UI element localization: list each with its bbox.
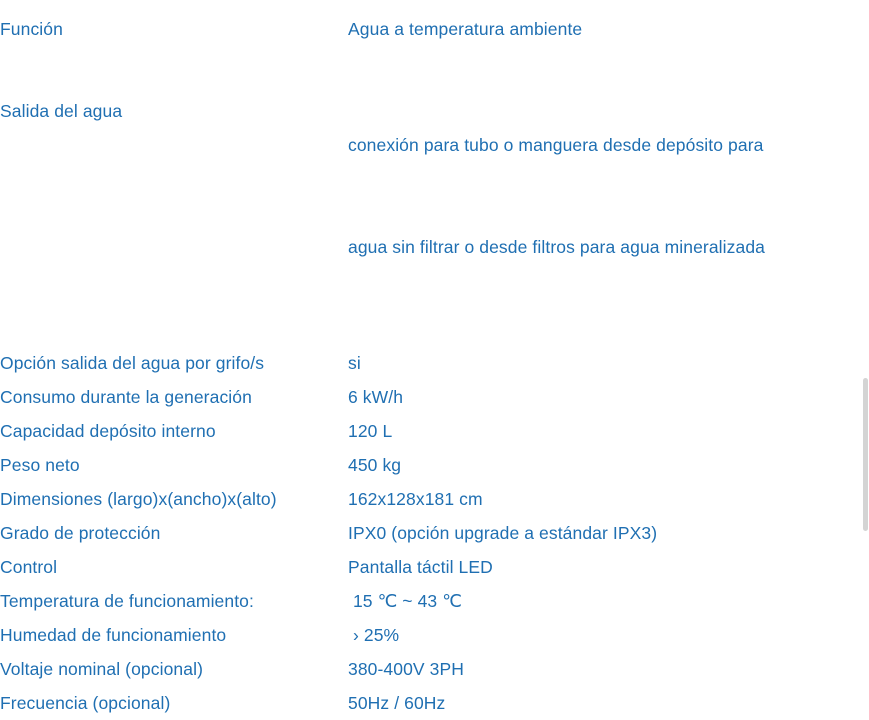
spacer-cell-left (0, 46, 348, 60)
spec-label: Opción salida del agua por grifo/s (0, 353, 265, 373)
spec-value: 6 kW/h (348, 387, 404, 407)
spec-label: Salida del agua (0, 101, 123, 121)
table-row (0, 686, 869, 720)
spec-value-cell (348, 584, 869, 618)
spec-label-cell (0, 652, 348, 686)
spacer-cell-right (348, 332, 869, 346)
spec-label-cell (0, 686, 348, 720)
spec-value-cell (348, 414, 869, 448)
spec-value-cell (348, 60, 869, 332)
spec-label-cell (0, 346, 348, 380)
spec-label: Función (0, 19, 63, 39)
spec-value: › 25% (348, 625, 400, 645)
spec-value (348, 60, 869, 332)
spec-value: Pantalla táctil LED (348, 557, 493, 577)
spec-value: IPX0 (opción upgrade a estándar IPX3) (348, 523, 658, 543)
spec-value: Agua a temperatura ambiente (348, 19, 583, 39)
spec-label-cell (0, 516, 348, 550)
spec-label: Dimensiones (largo)x(ancho)x(alto) (0, 489, 277, 509)
spec-label: Control (0, 557, 58, 577)
spec-label: Grado de protección (0, 523, 161, 543)
table-row (0, 652, 869, 686)
spec-value: 450 kg (348, 455, 402, 475)
row-spacer (0, 332, 869, 346)
spec-value-cell (348, 618, 869, 652)
spec-value-cell (348, 448, 869, 482)
spec-label: Voltaje nominal (opcional) (0, 659, 203, 679)
spec-value-cell (348, 516, 869, 550)
spec-label-cell (0, 550, 348, 584)
table-row (0, 414, 869, 448)
spec-value: 50Hz / 60Hz (348, 693, 446, 713)
spec-value-line: conexión para tubo o manguera desde depósito para (348, 135, 764, 155)
table-row (0, 482, 869, 516)
spec-label: Humedad de funcionamiento (0, 625, 227, 645)
table-row (0, 550, 869, 584)
spec-value: 15 ℃ ~ 43 ℃ (348, 591, 462, 611)
spec-value-cell (348, 686, 869, 720)
spec-label: Capacidad depósito interno (0, 421, 216, 441)
spec-label: Temperatura de funcionamiento: (0, 591, 254, 611)
spec-label-cell (0, 618, 348, 652)
spec-label-cell (0, 380, 348, 414)
table-row (0, 60, 869, 332)
spec-value: 380-400V 3PH (348, 659, 465, 679)
spec-value-line: agua sin filtrar o desde filtros para agua mineralizada (348, 237, 765, 257)
spec-value-cell (348, 652, 869, 686)
spec-value: 120 L (348, 421, 393, 441)
spacer-cell-left (0, 332, 348, 346)
spec-label-cell (0, 448, 348, 482)
spec-label: Consumo durante la generación (0, 387, 252, 407)
table-row (0, 0, 869, 46)
table-row (0, 618, 869, 652)
spacer-cell-right (348, 46, 869, 60)
spec-value: si (348, 353, 361, 373)
spec-label-cell (0, 0, 348, 46)
scrollbar[interactable] (862, 0, 869, 531)
table-row (0, 516, 869, 550)
table-row (0, 380, 869, 414)
table-row (0, 346, 869, 380)
spec-label-cell (0, 482, 348, 516)
spec-value-cell (348, 380, 869, 414)
spec-value-cell (348, 482, 869, 516)
spec-label-cell (0, 414, 348, 448)
row-spacer (0, 46, 869, 60)
spec-label-cell (0, 60, 348, 332)
spec-value-cell (348, 0, 869, 46)
scrollbar-thumb[interactable] (863, 378, 868, 531)
spec-value-cell (348, 550, 869, 584)
spec-label: Peso neto (0, 455, 80, 475)
table-row (0, 448, 869, 482)
spec-label-cell (0, 584, 348, 618)
spec-label: Frecuencia (opcional) (0, 693, 171, 713)
table-row (0, 584, 869, 618)
spec-value: 162x128x181 cm (348, 489, 483, 509)
spec-value-cell (348, 346, 869, 380)
